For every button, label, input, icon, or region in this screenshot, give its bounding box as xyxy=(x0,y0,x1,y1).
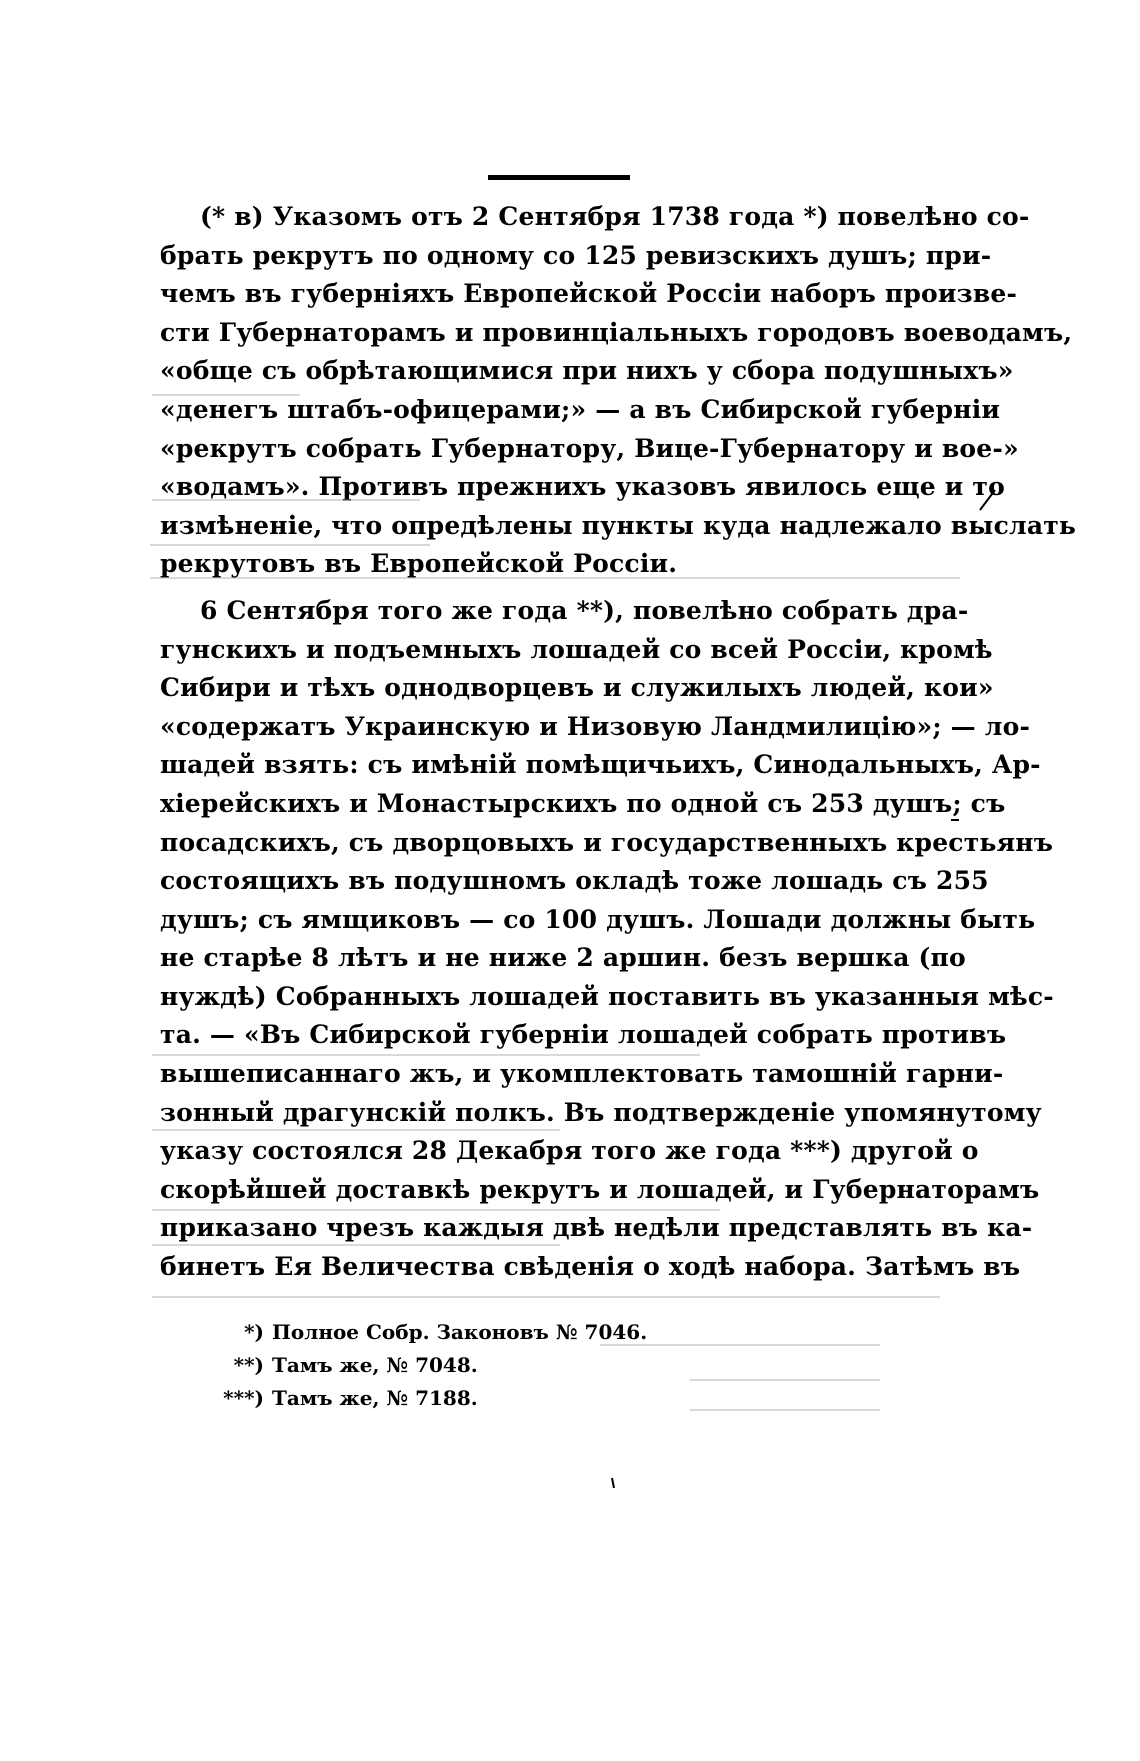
text-line: «содержатъ Украинскую и Низовую Ландмилицію»; — ло- xyxy=(160,711,1031,741)
text-line: посадскихъ, съ дворцовыхъ и государственныхъ крестьянъ xyxy=(160,827,1054,857)
text-line: скорѣйшей доставкѣ рекрутъ и лошадей, и Губернаторамъ xyxy=(160,1174,1040,1204)
footnote xyxy=(214,1349,714,1382)
text-line: сти Губернаторамъ и провинціальныхъ городовъ воеводамъ, xyxy=(160,317,1073,347)
text-line: брать рекрутъ по одному со 125 ревизскихъ душъ; при- xyxy=(160,240,992,270)
footnote-text: Полное Собр. Законовъ № 7046. xyxy=(272,1320,648,1344)
body-text xyxy=(160,198,1077,1287)
text-line: та. — «Въ Сибирской губерніи лошадей собрать противъ xyxy=(160,1020,1007,1050)
text-line: 6 Сентября того же года **), повелѣно собрать дра- xyxy=(200,595,969,625)
text-line: гунскихъ и подъемныхъ лошадей со всей Россіи, кромѣ xyxy=(160,634,993,664)
footnote-mark: *) xyxy=(244,1320,264,1344)
text-line: шадей взять: съ имѣній помѣщичьихъ, Синодальныхъ, Ар- xyxy=(160,750,1041,780)
text-line: бинетъ Ея Величества свѣденія о ходѣ набора. Затѣмъ въ xyxy=(160,1252,1021,1282)
text-line: состоящихъ въ подушномъ окладѣ тоже лошадь съ 255 xyxy=(160,866,989,896)
footnote xyxy=(214,1382,714,1415)
text-line: Сибири и тѣхъ однодворцевъ и служилыхъ людей, кои» xyxy=(160,673,994,703)
footnote-mark: **) xyxy=(233,1353,264,1377)
text-line: душъ; съ ямщиковъ — со 100 душъ. Лошади должны быть xyxy=(160,904,1036,934)
text-line: (* в) Указомъ отъ 2 Сентября 1738 года *) повелѣно со- xyxy=(200,202,1030,231)
text-line: не старѣе 8 лѣтъ и не ниже 2 аршин. безъ вершка (по xyxy=(160,943,966,973)
text-line: зонный драгунскій полкъ. Въ подтвержденіе упомянутому xyxy=(160,1097,1042,1127)
footnote-mark: ***) xyxy=(223,1386,264,1410)
text-line: измѣненіе, что опредѣлены пункты куда надлежало выслать xyxy=(160,510,1077,540)
footnotes xyxy=(214,1316,714,1415)
footnote-text: Тамъ же, № 7188. xyxy=(272,1386,478,1410)
text-line: рекрутовъ въ Европейской Россіи. xyxy=(160,549,678,579)
footnote-text: Тамъ же, № 7048. xyxy=(272,1353,478,1377)
text-line: указу состоялся 28 Декабря того же года ***) другой о xyxy=(160,1136,979,1166)
text-line: приказано чрезъ каждыя двѣ недѣли представлять въ ка- xyxy=(160,1213,1033,1243)
text-line: чемъ въ губерніяхъ Европейской Россіи наборъ произве- xyxy=(160,279,1018,309)
footnote xyxy=(214,1316,714,1349)
text-line: «денегъ штабъ-офицерами;» — а въ Сибирской губерніи xyxy=(160,394,1001,424)
header-rule xyxy=(488,175,630,180)
text-line: «общe съ обрѣтающимися при нихъ у сбора подушныхъ» xyxy=(160,356,1014,386)
text-line: хіерейскихъ и Монастырскихъ по одной съ 253 душъ; съ xyxy=(160,788,1006,818)
text-line: нуждѣ) Собранныхъ лошадей поставить въ указанныя мѣс- xyxy=(160,981,1054,1011)
text-line: «рекрутъ собрать Губернатору, Вице-Губернатору и вое-» xyxy=(160,433,1019,463)
text-line: «водамъ». Противъ прежнихъ указовъ явилось еще и то xyxy=(160,472,1005,502)
paragraph-gap xyxy=(160,584,960,592)
text-line: вышеписаннаго жъ, и укомплектовать тамошній гарни- xyxy=(160,1059,1004,1089)
